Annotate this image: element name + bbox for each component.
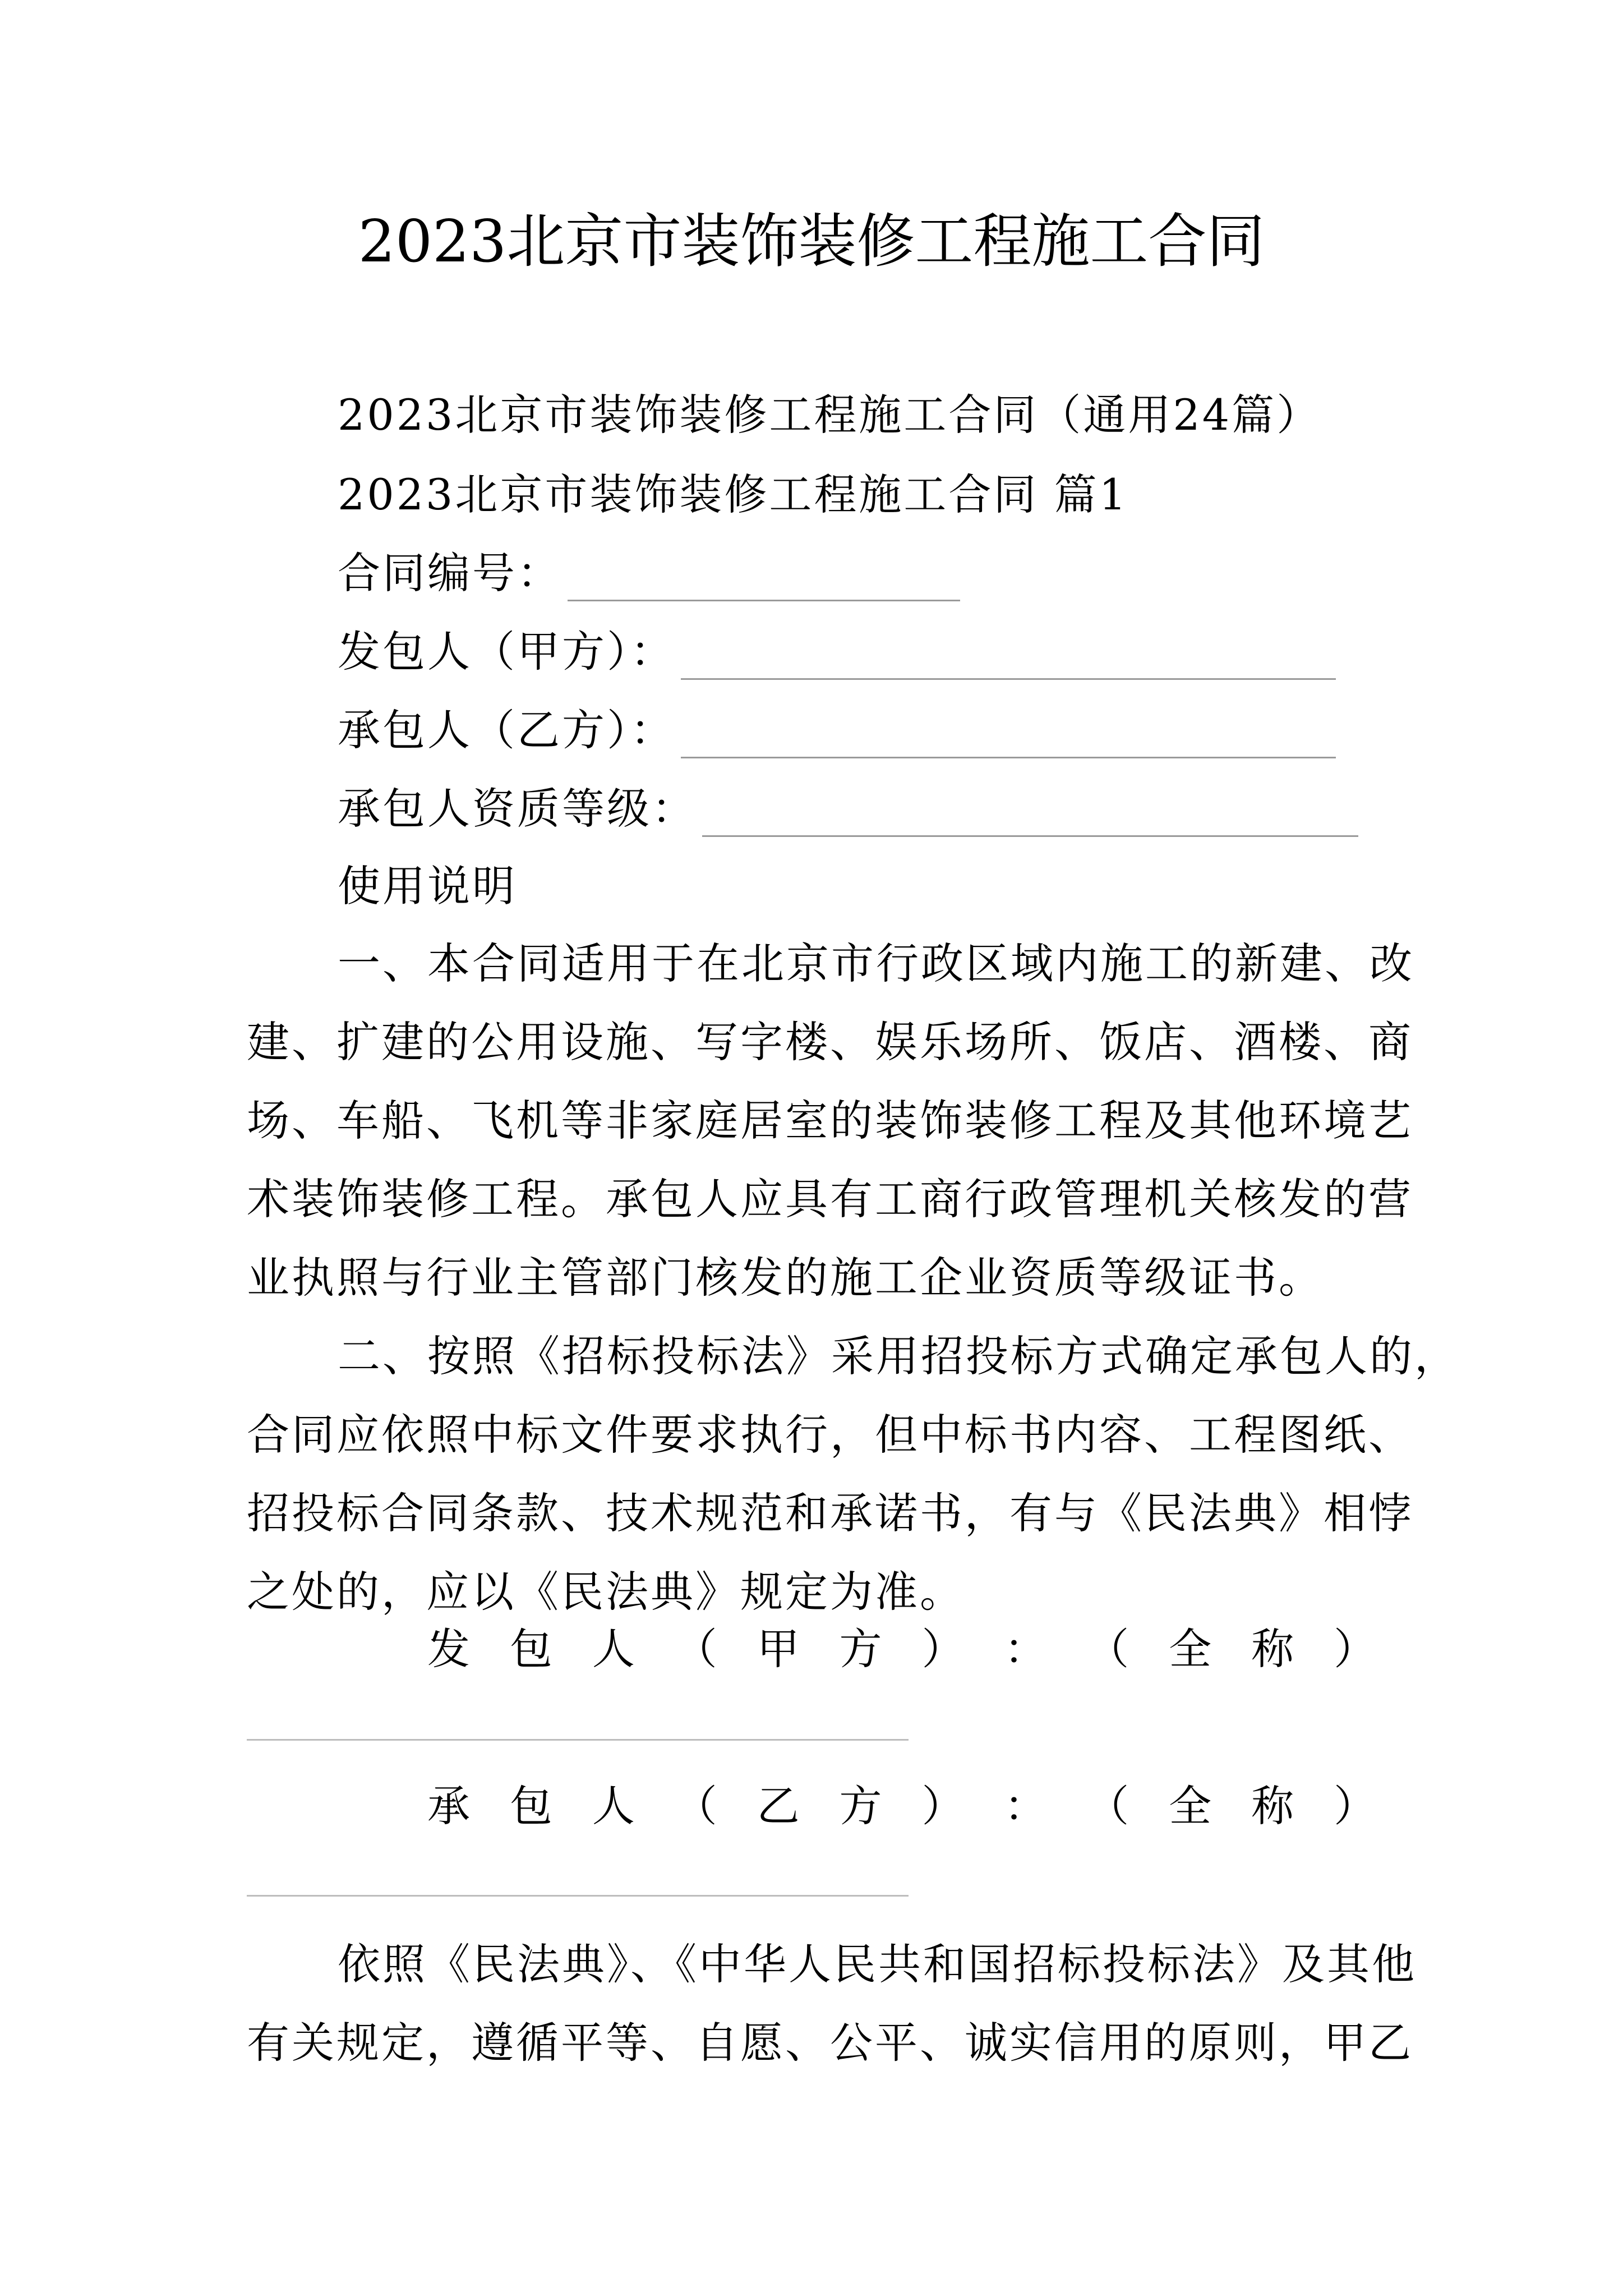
paragraph-line: 招投标合同条款、技术规范和承诺书，有与《民法典》相悖 [247, 1488, 1413, 1538]
signature-char: 人 [592, 1624, 635, 1674]
paragraph-line: 场、车船、飞机等非家庭居室的装饰装修工程及其他环境艺 [247, 1096, 1413, 1145]
signature-char: 人 [592, 1781, 635, 1831]
qualification-row [338, 781, 1358, 837]
signature-char: 发 [427, 1624, 470, 1674]
party-b-signature-label [427, 1778, 1376, 1834]
paragraph-line: 有关规定，遵循平等、自愿、公平、诚实信用的原则，甲乙 [247, 2018, 1413, 2068]
party-a-label: 发包人（甲方）： [338, 627, 675, 677]
signature-char: （ [1086, 1781, 1129, 1831]
signature-char: 包 [509, 1781, 552, 1831]
paragraph-line: 之处的，应以《民法典》规定为准。 [247, 1567, 965, 1617]
signature-char: ） [1333, 1781, 1376, 1831]
signature-char: 包 [509, 1624, 552, 1674]
usage-heading: 使用说明 [338, 861, 517, 911]
signature-char: ： [1004, 1624, 1047, 1674]
party-b-signature-line [247, 1895, 909, 1897]
signature-char: 乙 [757, 1781, 800, 1831]
signature-char: 方 [839, 1781, 882, 1831]
document-subtitle: 2023北京市装饰装修工程施工合同（通用24篇） [338, 390, 1322, 440]
paragraph-line: 业执照与行业主管部门核发的施工企业资质等级证书。 [247, 1253, 1324, 1303]
signature-char: 承 [427, 1781, 470, 1831]
signature-char: ） [1333, 1624, 1376, 1674]
signature-char: 称 [1251, 1781, 1294, 1831]
signature-char: 全 [1169, 1624, 1212, 1674]
qualification-label: 承包人资质等级： [338, 784, 697, 834]
paragraph-line: 建、扩建的公用设施、写字楼、娱乐场所、饭店、酒楼、商 [247, 1017, 1413, 1067]
paragraph-line: 二、按照《招标投标法》采用招投标方式确定承包人的， [338, 1331, 1459, 1381]
signature-char: ） [921, 1624, 965, 1674]
signature-char: （ [1086, 1624, 1129, 1674]
party-a-signature-line [247, 1739, 909, 1741]
party-b-blank [681, 712, 1336, 758]
signature-char: （ [674, 1781, 717, 1831]
qualification-blank [702, 790, 1358, 837]
contract-number-blank [568, 555, 960, 601]
signature-char: 方 [839, 1624, 882, 1674]
signature-char: ： [1004, 1781, 1047, 1831]
paragraph-line: 依照《民法典》、《中华人民共和国招标投标法》及其他 [338, 1939, 1417, 1989]
document-title: 2023北京市装饰装修工程施工合同 [358, 207, 1265, 275]
signature-char: 甲 [757, 1624, 800, 1674]
paragraph-line: 合同应依照中标文件要求执行，但中标书内容、工程图纸、 [247, 1410, 1413, 1460]
party-a-row [338, 624, 1336, 680]
signature-char: ） [921, 1781, 965, 1831]
contract-number-label: 合同编号： [338, 548, 562, 598]
paragraph-line: 一、本合同适用于在北京市行政区域内施工的新建、改 [338, 938, 1414, 988]
contract-number-row [338, 545, 960, 601]
section-heading: 2023北京市装饰装修工程施工合同 篇1 [338, 470, 1128, 519]
signature-char: 全 [1169, 1781, 1212, 1831]
signature-char: 称 [1251, 1624, 1294, 1674]
signature-char: （ [674, 1624, 717, 1674]
party-b-row [338, 702, 1336, 758]
party-a-signature-label [427, 1621, 1376, 1677]
party-b-label: 承包人（乙方）： [338, 705, 675, 755]
party-a-blank [681, 633, 1336, 680]
paragraph-line: 术装饰装修工程。承包人应具有工商行政管理机关核发的营 [247, 1174, 1413, 1224]
